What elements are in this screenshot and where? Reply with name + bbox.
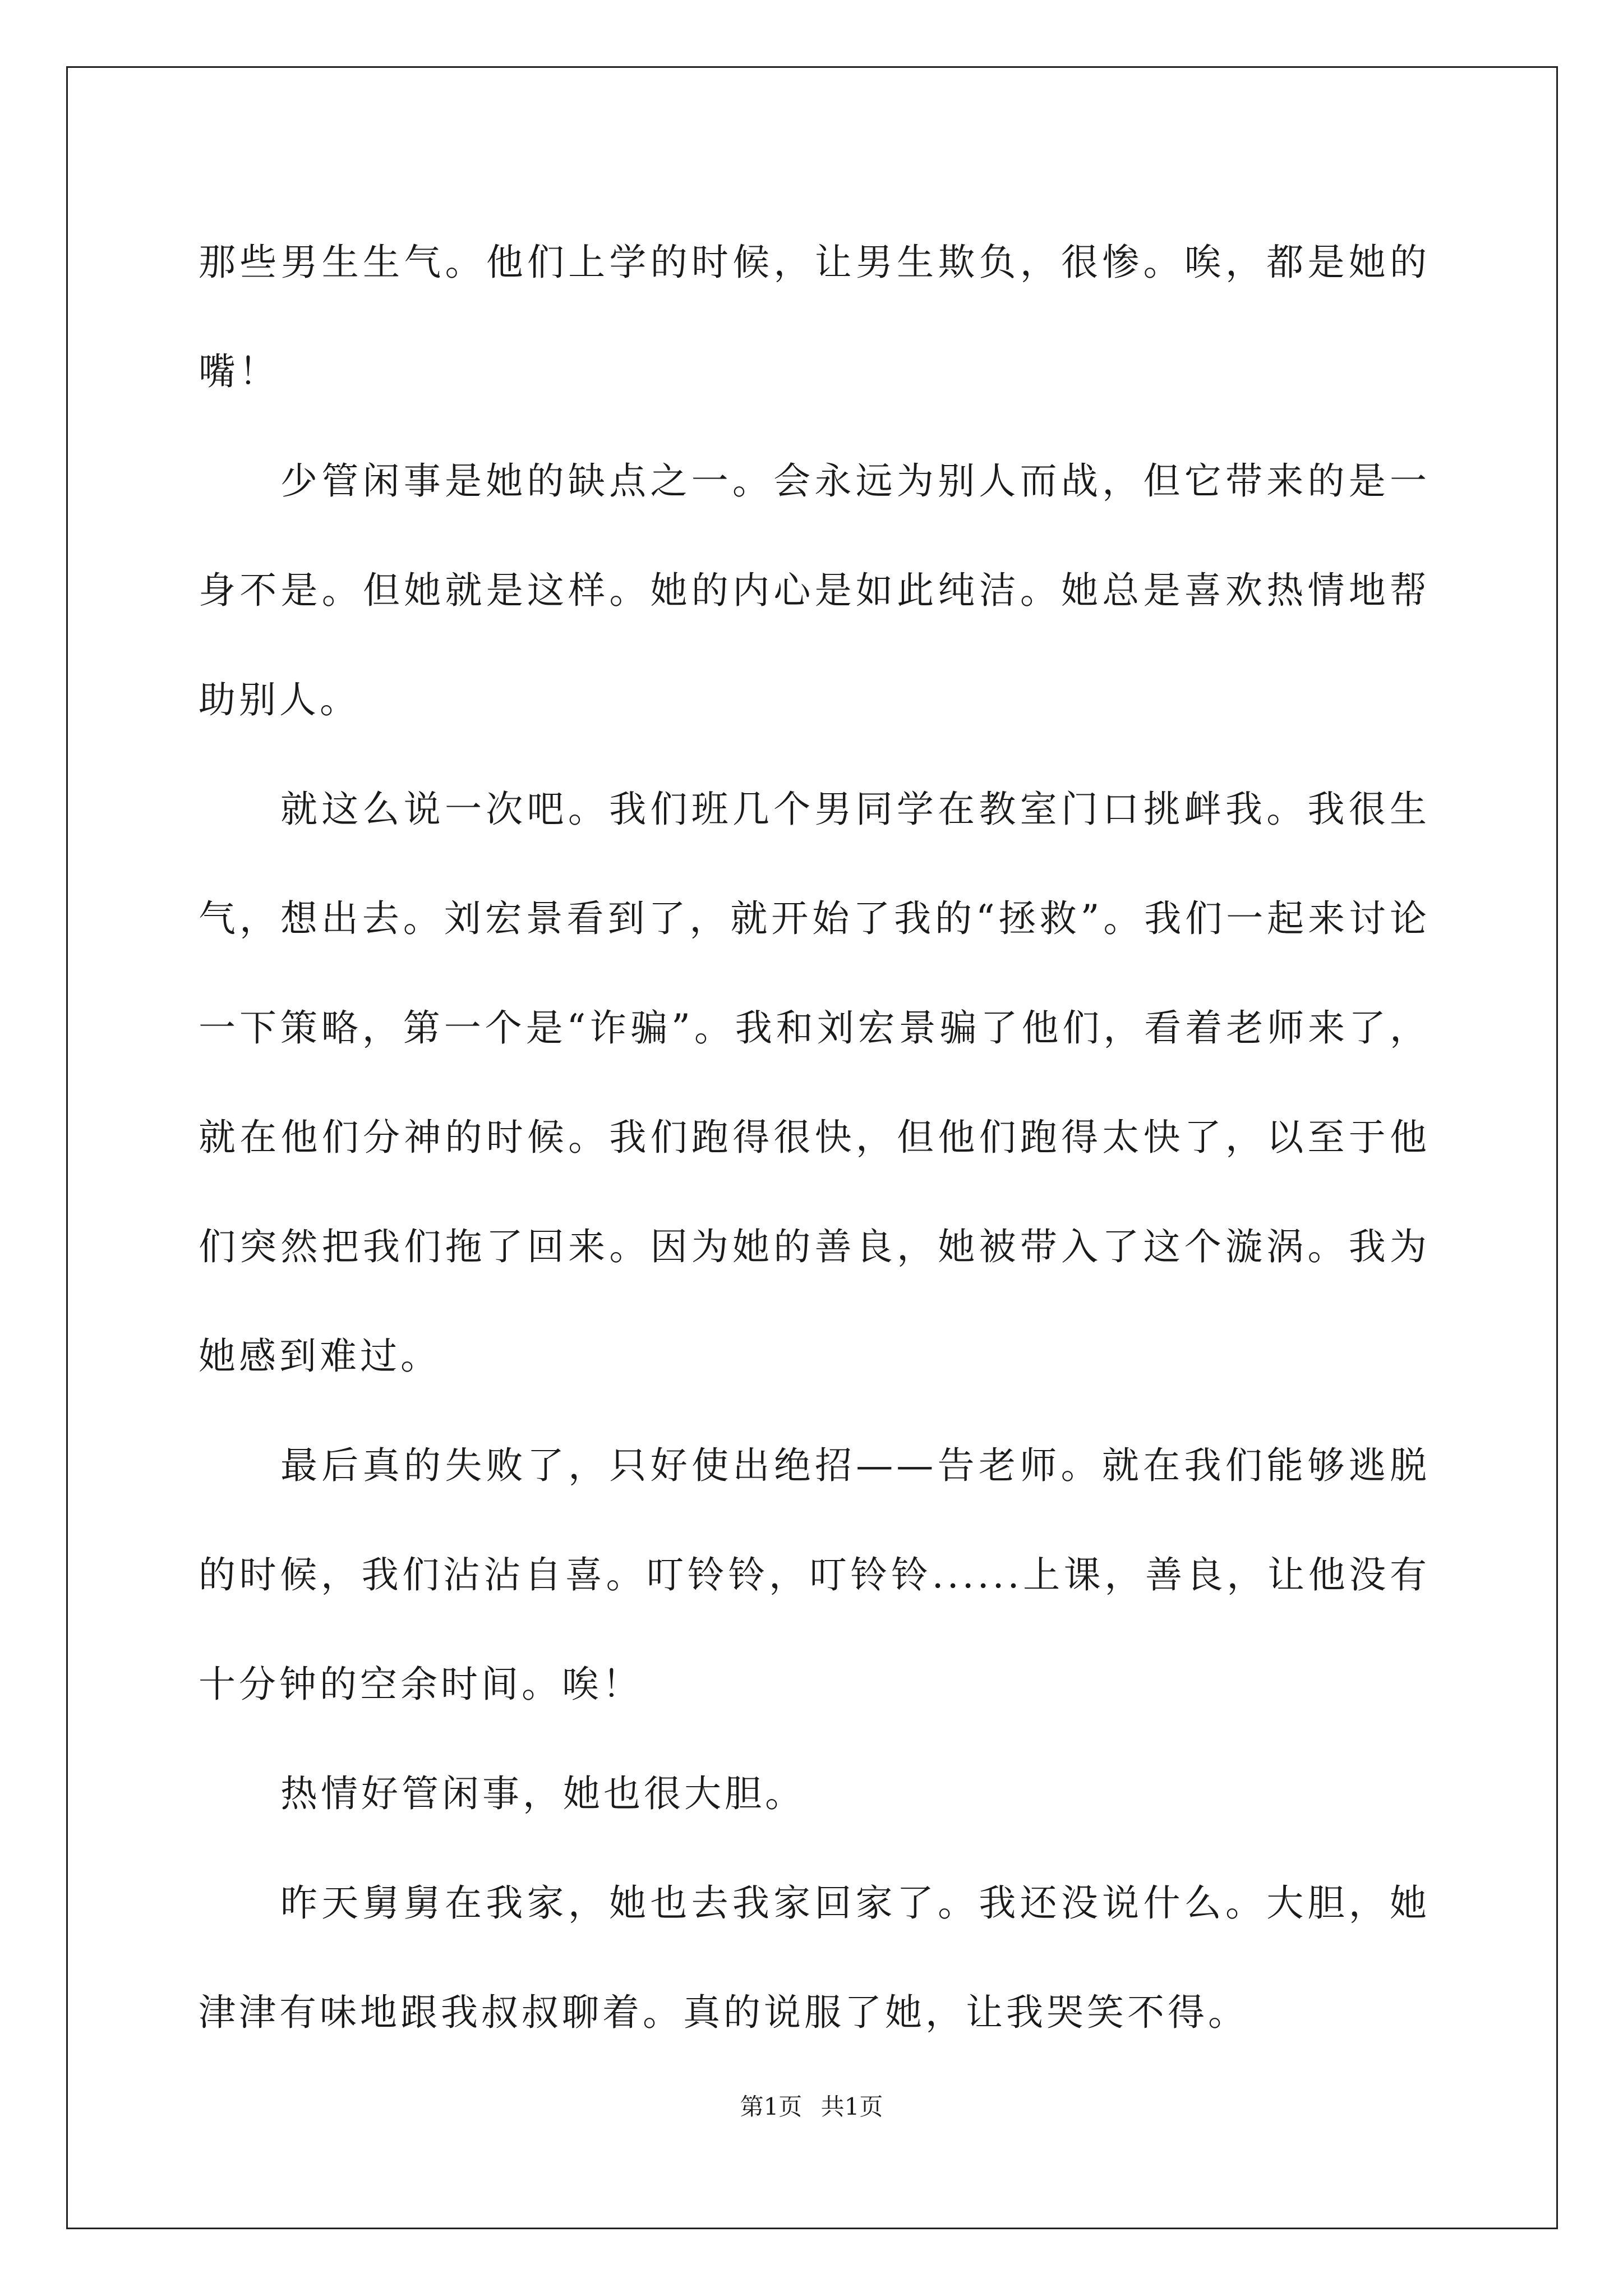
page-footer	[0, 2090, 1623, 2124]
paragraph-4: 最后真的失败了，只好使出绝招——告老师。就在我们能够逃脱的时候，我们沾沾自喜。叮铃铃，叮铃铃......上课，善良，让他没有十分钟的空余时间。唉！	[199, 1444, 1430, 1706]
document-body	[199, 208, 1430, 2067]
paragraph-3: 就这么说一次吧。我们班几个男同学在教室门口挑衅我。我很生气，想出去。刘宏景看到了，就开始了我的“拯救”。我们一起来讨论一下策略，第一个是“诈骗”。我和刘宏景骗了他们，看着老师来了，就在他们分神的时候。我们跑得很快，但他们跑得太快了，以至于他们突然把我们拖了回来。因为她的善良，她被带入了这个漩涡。我为她感到难过。	[199, 788, 1430, 1378]
page-number-current: 第1页	[740, 2093, 803, 2120]
paragraph-6: 昨天舅舅在我家，她也去我家回家了。我还没说什么。大胆，她津津有味地跟我叔叔聊着。真的说服了她，让我哭笑不得。	[199, 1881, 1430, 2034]
paragraph-1: 那些男生生气。他们上学的时候，让男生欺负，很惨。唉，都是她的嘴！	[199, 241, 1430, 393]
page-number-total: 共1页	[820, 2093, 883, 2120]
paragraph-2: 少管闲事是她的缺点之一。会永远为别人而战，但它带来的是一身不是。但她就是这样。她的内心是如此纯洁。她总是喜欢热情地帮助别人。	[199, 459, 1430, 721]
paragraph-5: 热情好管闲事，她也很大胆。	[280, 1772, 805, 1815]
